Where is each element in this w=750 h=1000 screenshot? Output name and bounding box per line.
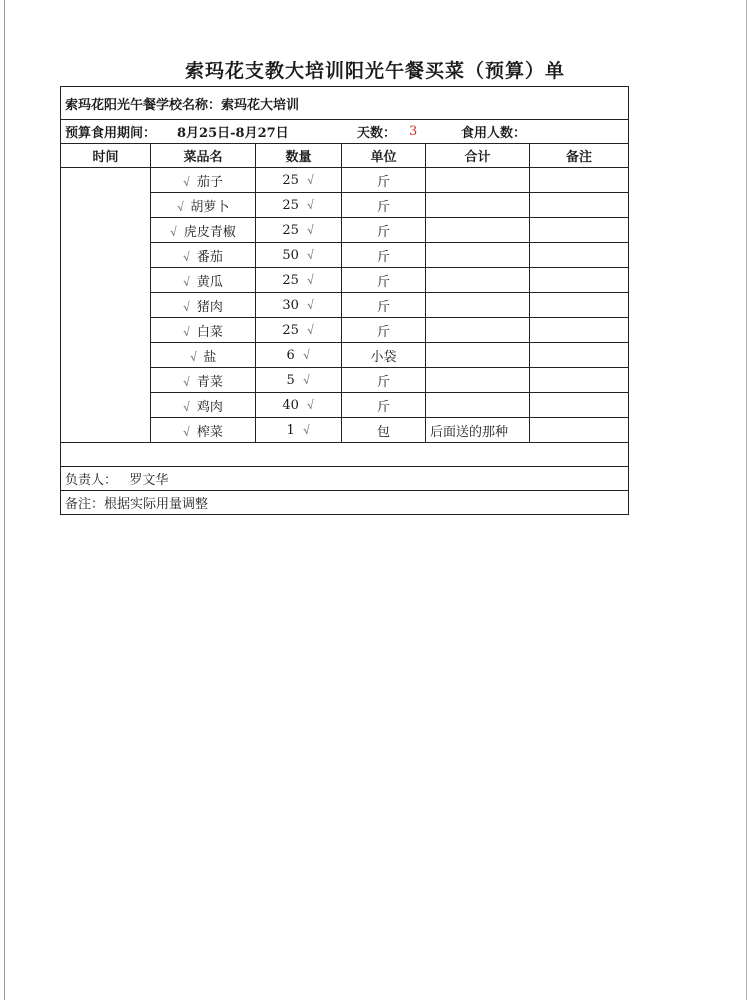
checkmark-icon: √ [306, 397, 316, 412]
qty-cell [256, 293, 342, 318]
col-header-note: 备注 [530, 144, 629, 168]
qty-cell [256, 318, 342, 343]
qty-cell [256, 393, 342, 418]
qty-cell [256, 268, 342, 293]
dish-name-cell [151, 193, 256, 218]
checkmark-icon: √ [301, 347, 312, 362]
note-cell [530, 218, 629, 243]
col-header-unit: 单位 [342, 144, 426, 168]
dish-name: 黄瓜 [196, 274, 223, 290]
dish-name-cell [151, 368, 256, 393]
qty-value: 5 [286, 372, 295, 388]
checkmark-icon: √ [301, 372, 312, 387]
qty-value: 25 [282, 322, 299, 338]
dish-name-cell [151, 393, 256, 418]
unit-cell: 斤 [342, 218, 426, 243]
qty-value: 1 [286, 422, 295, 438]
note-cell [530, 393, 629, 418]
note-cell [530, 168, 629, 193]
unit-cell: 小袋 [342, 343, 426, 368]
qty-value: 25 [282, 197, 299, 213]
blank-row [61, 443, 629, 467]
dish-name: 盐 [203, 349, 217, 365]
remark-label: 备注： [65, 497, 105, 512]
unit-cell: 斤 [342, 268, 426, 293]
dish-name: 番茄 [196, 249, 223, 265]
dish-name: 白菜 [196, 324, 223, 340]
unit-cell: 斤 [342, 393, 426, 418]
qty-cell [256, 218, 342, 243]
unit-cell: 斤 [342, 168, 426, 193]
qty-cell [256, 168, 342, 193]
checkmark-icon: √ [301, 422, 312, 437]
dish-name: 猪肉 [196, 299, 223, 315]
qty-cell [256, 243, 342, 268]
qty-value: 25 [282, 222, 299, 238]
dish-name-cell [151, 418, 256, 443]
item-row [61, 168, 629, 193]
column-header-row [61, 144, 629, 168]
days-label: 天数： [357, 126, 397, 141]
total-cell [426, 218, 530, 243]
school-value: 索玛花大培训 [221, 97, 300, 113]
qty-value: 25 [282, 272, 299, 288]
col-header-qty: 数量 [256, 144, 342, 168]
remark-cell [61, 491, 629, 515]
checkmark-icon: √ [306, 247, 316, 262]
school-row [61, 87, 629, 120]
note-cell [530, 418, 629, 443]
checkmark-icon: √ [182, 174, 192, 189]
qty-cell [256, 343, 342, 368]
note-cell [530, 318, 629, 343]
checkmark-icon: √ [182, 324, 192, 339]
note-cell [530, 268, 629, 293]
checkmark-icon: √ [169, 224, 179, 239]
checkmark-icon: √ [306, 322, 316, 337]
page-edge-right [746, 0, 747, 1000]
dish-name-cell [151, 168, 256, 193]
dish-name: 胡萝卜 [190, 199, 230, 215]
people-label: 食用人数： [461, 126, 527, 141]
checkmark-icon: √ [306, 222, 316, 237]
purchase-budget-table [60, 86, 629, 515]
qty-value: 30 [282, 297, 299, 313]
school-label: 索玛花阳光午餐学校名称： [65, 97, 222, 113]
note-cell [530, 243, 629, 268]
unit-cell: 斤 [342, 243, 426, 268]
dish-name-cell [151, 268, 256, 293]
checkmark-icon: √ [182, 249, 192, 264]
unit-cell: 斤 [342, 318, 426, 343]
period-label: 预算食用期间： [65, 126, 157, 141]
checkmark-icon: √ [182, 424, 192, 439]
remark-row [61, 491, 629, 515]
dish-name-cell [151, 318, 256, 343]
qty-value: 50 [282, 247, 299, 263]
school-cell [61, 87, 629, 120]
budget-row [61, 120, 629, 144]
note-cell [530, 293, 629, 318]
total-cell [426, 343, 530, 368]
total-cell: 后面送的那种 [426, 418, 530, 443]
unit-cell: 斤 [342, 193, 426, 218]
checkmark-icon: √ [182, 399, 192, 414]
checkmark-icon: √ [182, 299, 192, 314]
checkmark-icon: √ [306, 297, 316, 312]
checkmark-icon: √ [182, 374, 192, 389]
document-title: 索玛花支教大培训阳光午餐买菜（预算）单 [184, 60, 565, 82]
total-cell [426, 368, 530, 393]
dish-name-cell [151, 293, 256, 318]
blank-cell [61, 443, 629, 467]
page-edge-left [4, 0, 5, 1000]
total-cell [426, 243, 530, 268]
qty-value: 6 [286, 347, 295, 363]
note-cell [530, 343, 629, 368]
unit-cell: 包 [342, 418, 426, 443]
dish-name: 榨菜 [196, 424, 223, 440]
checkmark-icon: √ [175, 199, 186, 214]
days-value: 3 [409, 124, 418, 139]
dish-name-cell [151, 243, 256, 268]
responsible-row [61, 467, 629, 491]
responsible-value: 罗文华 [129, 473, 169, 488]
remark-value: 根据实际用量调整 [104, 497, 209, 512]
dish-name: 鸡肉 [196, 399, 223, 415]
note-cell [530, 368, 629, 393]
checkmark-icon: √ [188, 349, 199, 364]
dish-name: 虎皮青椒 [183, 224, 236, 240]
qty-cell [256, 193, 342, 218]
total-cell [426, 168, 530, 193]
period-value: 8月25日-8月27日 [177, 126, 289, 141]
total-cell [426, 393, 530, 418]
responsible-cell [61, 467, 629, 491]
budget-cell [61, 120, 629, 144]
total-cell [426, 193, 530, 218]
time-cell [61, 168, 151, 443]
dish-name-cell [151, 218, 256, 243]
checkmark-icon: √ [306, 197, 316, 212]
dish-name: 青菜 [196, 374, 223, 390]
dish-name-cell [151, 343, 256, 368]
dish-name: 茄子 [196, 174, 223, 190]
checkmark-icon: √ [182, 274, 192, 289]
total-cell [426, 293, 530, 318]
qty-cell [256, 368, 342, 393]
total-cell [426, 318, 530, 343]
col-header-time: 时间 [61, 144, 151, 168]
checkmark-icon: √ [306, 172, 316, 187]
qty-cell [256, 418, 342, 443]
checkmark-icon: √ [306, 272, 316, 287]
unit-cell: 斤 [342, 368, 426, 393]
responsible-label: 负责人： [65, 473, 118, 488]
col-header-total: 合计 [426, 144, 530, 168]
note-cell [530, 193, 629, 218]
total-cell [426, 268, 530, 293]
qty-value: 25 [282, 172, 299, 188]
qty-value: 40 [282, 397, 299, 413]
col-header-dish: 菜品名 [151, 144, 256, 168]
unit-cell: 斤 [342, 293, 426, 318]
